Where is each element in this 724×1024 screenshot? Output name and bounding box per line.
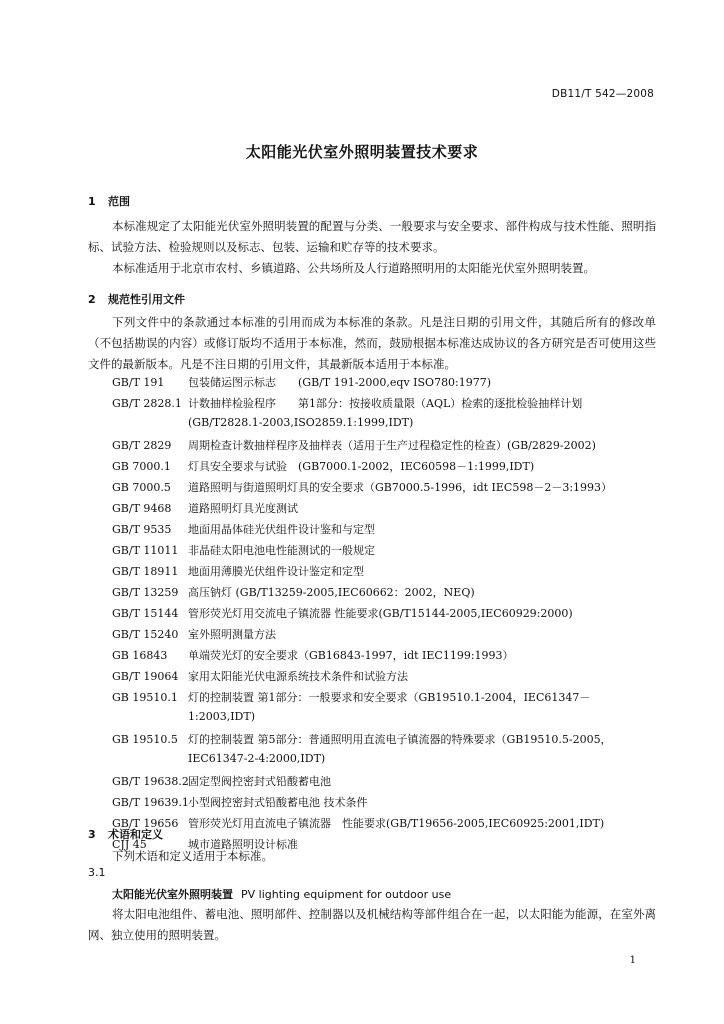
reference-code: GB 16843	[112, 649, 168, 662]
reference-code: CJJ 45	[112, 838, 147, 851]
section-number: 1	[88, 195, 96, 208]
reference-item	[112, 374, 491, 390]
reference-title: 管形荧光灯用交流电子镇流器 性能要求(GB/T15144-2005,IEC60929:2000)	[188, 607, 573, 620]
reference-title: 灯的控制装置 第1部分：一般要求和安全要求（GB19510.1-2004，IEC61347－	[188, 691, 591, 704]
reference-title: 地面用晶体硅光伏组件设计鉴和与定型	[188, 523, 375, 536]
section-2-heading	[88, 291, 185, 307]
reference-title: 灯的控制装置 第5部分：普通照明用直流电子镇流器的特殊要求（GB19510.5-2005，	[188, 733, 612, 746]
reference-item	[112, 521, 375, 537]
reference-code: GB/T 2828.1	[112, 397, 182, 410]
term-chinese: 太阳能光伏室外照明装置	[112, 888, 233, 901]
reference-title: 家用太阳能光伏电源系统技术条件和试验方法	[188, 670, 408, 683]
reference-code: GB/T 19064	[112, 670, 179, 683]
term-entry	[112, 886, 451, 902]
reference-code: GB 7000.1	[112, 460, 171, 473]
reference-item	[112, 458, 534, 474]
reference-title: 室外照明测量方法	[188, 628, 276, 641]
applicability-text: 本标准适用于北京市农村、乡镇道路、公共场所及人行道路照明用的太阳能光伏室外照明装置。	[112, 260, 595, 275]
section-3-heading	[88, 826, 163, 842]
terms-intro-text: 下列术语和定义适用于本标准。	[112, 849, 273, 863]
document-title: 太阳能光伏室外照明装置技术要求	[245, 143, 479, 161]
reference-title: 周期检查计数抽样程序及抽样表（适用于生产过程稳定性的检查）(GB/2829-2002)	[188, 439, 596, 452]
reference-item	[112, 563, 364, 579]
reference-code: GB/T 19656	[112, 817, 179, 830]
reference-code: GB/T 19638.2	[112, 775, 189, 788]
reference-code: GB/T 9468	[112, 502, 172, 515]
reference-code: GB/T 13259	[112, 586, 179, 599]
section-1-scope-paragraph	[88, 216, 656, 278]
reference-continuation: 1:2003,IDT)	[188, 710, 255, 723]
reference-title: 灯具安全要求与试验 (GB7000.1-2002，IEC60598－1:1999,IDT)	[188, 460, 535, 473]
section-1-heading	[88, 193, 130, 209]
reference-item	[112, 395, 582, 411]
section-title: 术语和定义	[108, 828, 163, 841]
reference-code: GB/T 11011	[112, 544, 179, 557]
reference-item	[112, 626, 276, 642]
reference-continuation: (GB/T2828.1-2003,ISO2859.1:1999,IDT)	[188, 416, 414, 429]
reference-item	[112, 794, 368, 810]
reference-title: 单端荧光灯的安全要求（GB16843-1997，idt IEC1199:1993）	[188, 649, 514, 662]
reference-title: 道路照明灯具光度测试	[188, 502, 298, 515]
reference-code: GB 7000.5	[112, 481, 171, 494]
reference-title: 固定型阀控密封式铅酸蓄电池	[188, 775, 331, 788]
reference-title: 包装储运图示标志 (GB/T 191-2000,eqv ISO780:1977)	[188, 376, 492, 389]
reference-title: 道路照明与街道照明灯具的安全要求（GB7000.5-1996，idt IEC598－2－3:1993）	[188, 481, 613, 494]
reference-item	[112, 815, 604, 831]
reference-item	[112, 584, 475, 600]
reference-title: 高压钠灯 (GB/T13259-2005,IEC60662：2002，NEQ)	[188, 586, 475, 599]
section-2-intro-paragraph	[88, 312, 656, 374]
reference-item	[112, 668, 408, 684]
document-code: DB11/T 542—2008	[551, 88, 654, 100]
reference-item	[112, 437, 596, 453]
reference-code: GB/T 15144	[112, 607, 179, 620]
reference-item	[112, 773, 331, 789]
reference-item	[112, 500, 298, 516]
reference-code: GB/T 15240	[112, 628, 179, 641]
reference-code: GB/T 2829	[112, 439, 172, 452]
reference-code: GB 19510.1	[112, 691, 178, 704]
reference-title: 小型阀控密封式铅酸蓄电池 技术条件	[188, 796, 368, 809]
reference-title: 城市道路照明设计标准	[188, 838, 298, 851]
term-definition	[88, 904, 656, 946]
reference-title: 计数抽样检验程序 第1部分：按接收质量限（AQL）检索的逐批检验抽样计划	[188, 397, 583, 410]
section-3-intro-paragraph	[88, 846, 656, 867]
reference-item	[112, 542, 375, 558]
reference-code: GB/T 191	[112, 376, 165, 389]
page-number: 1	[629, 955, 636, 966]
scope-text: 本标准规定了太阳能光伏室外照明装置的配置与分类、一般要求与安全要求、部件构成与技术性能、照明指标、试验方法、检验规则以及标志、包装、运输和贮存等的技术要求。	[88, 219, 656, 254]
section-title: 规范性引用文件	[108, 293, 185, 306]
section-number: 3	[88, 828, 96, 841]
reference-item	[112, 731, 612, 747]
reference-title: 管形荧光灯用直流电子镇流器 性能要求(GB/T19656-2005,IEC60925:2001,IDT)	[188, 817, 605, 830]
reference-item	[112, 479, 612, 495]
term-english: PV lighting equipment for outdoor use	[241, 888, 452, 901]
term-number: 3.1	[88, 866, 106, 879]
reference-title: 非晶硅太阳电池电性能测试的一般规定	[188, 544, 375, 557]
reference-code: GB 19510.5	[112, 733, 178, 746]
reference-item	[112, 647, 514, 663]
reference-code: GB/T 18911	[112, 565, 179, 578]
definition-text: 将太阳电池组件、蓄电池、照明部件、控制器以及机械结构等部件组合在一起，以太阳能为能源，在室外离网、独立使用的照明装置。	[88, 907, 656, 942]
section-title: 范围	[108, 195, 130, 208]
section-number: 2	[88, 293, 96, 306]
reference-item	[112, 605, 573, 621]
normative-intro-text: 下列文件中的条款通过本标准的引用而成为本标准的条款。凡是注日期的引用文件，其随后所有的修改单（不包括勘误的内容）或修订版均不适用于本标准，然而，鼓励根据本标准达成协议的各方研究是否可使用这些文件的最新版本。凡是不注日期的引用文件，其最新版本适用于本标准。	[88, 315, 656, 371]
reference-code: GB/T 9535	[112, 523, 172, 536]
reference-item	[112, 689, 590, 705]
reference-code: GB/T 19639.1	[112, 796, 189, 809]
reference-continuation: IEC61347-2-4:2000,IDT)	[188, 752, 326, 765]
reference-title: 地面用薄膜光伏组件设计鉴定和定型	[188, 565, 364, 578]
